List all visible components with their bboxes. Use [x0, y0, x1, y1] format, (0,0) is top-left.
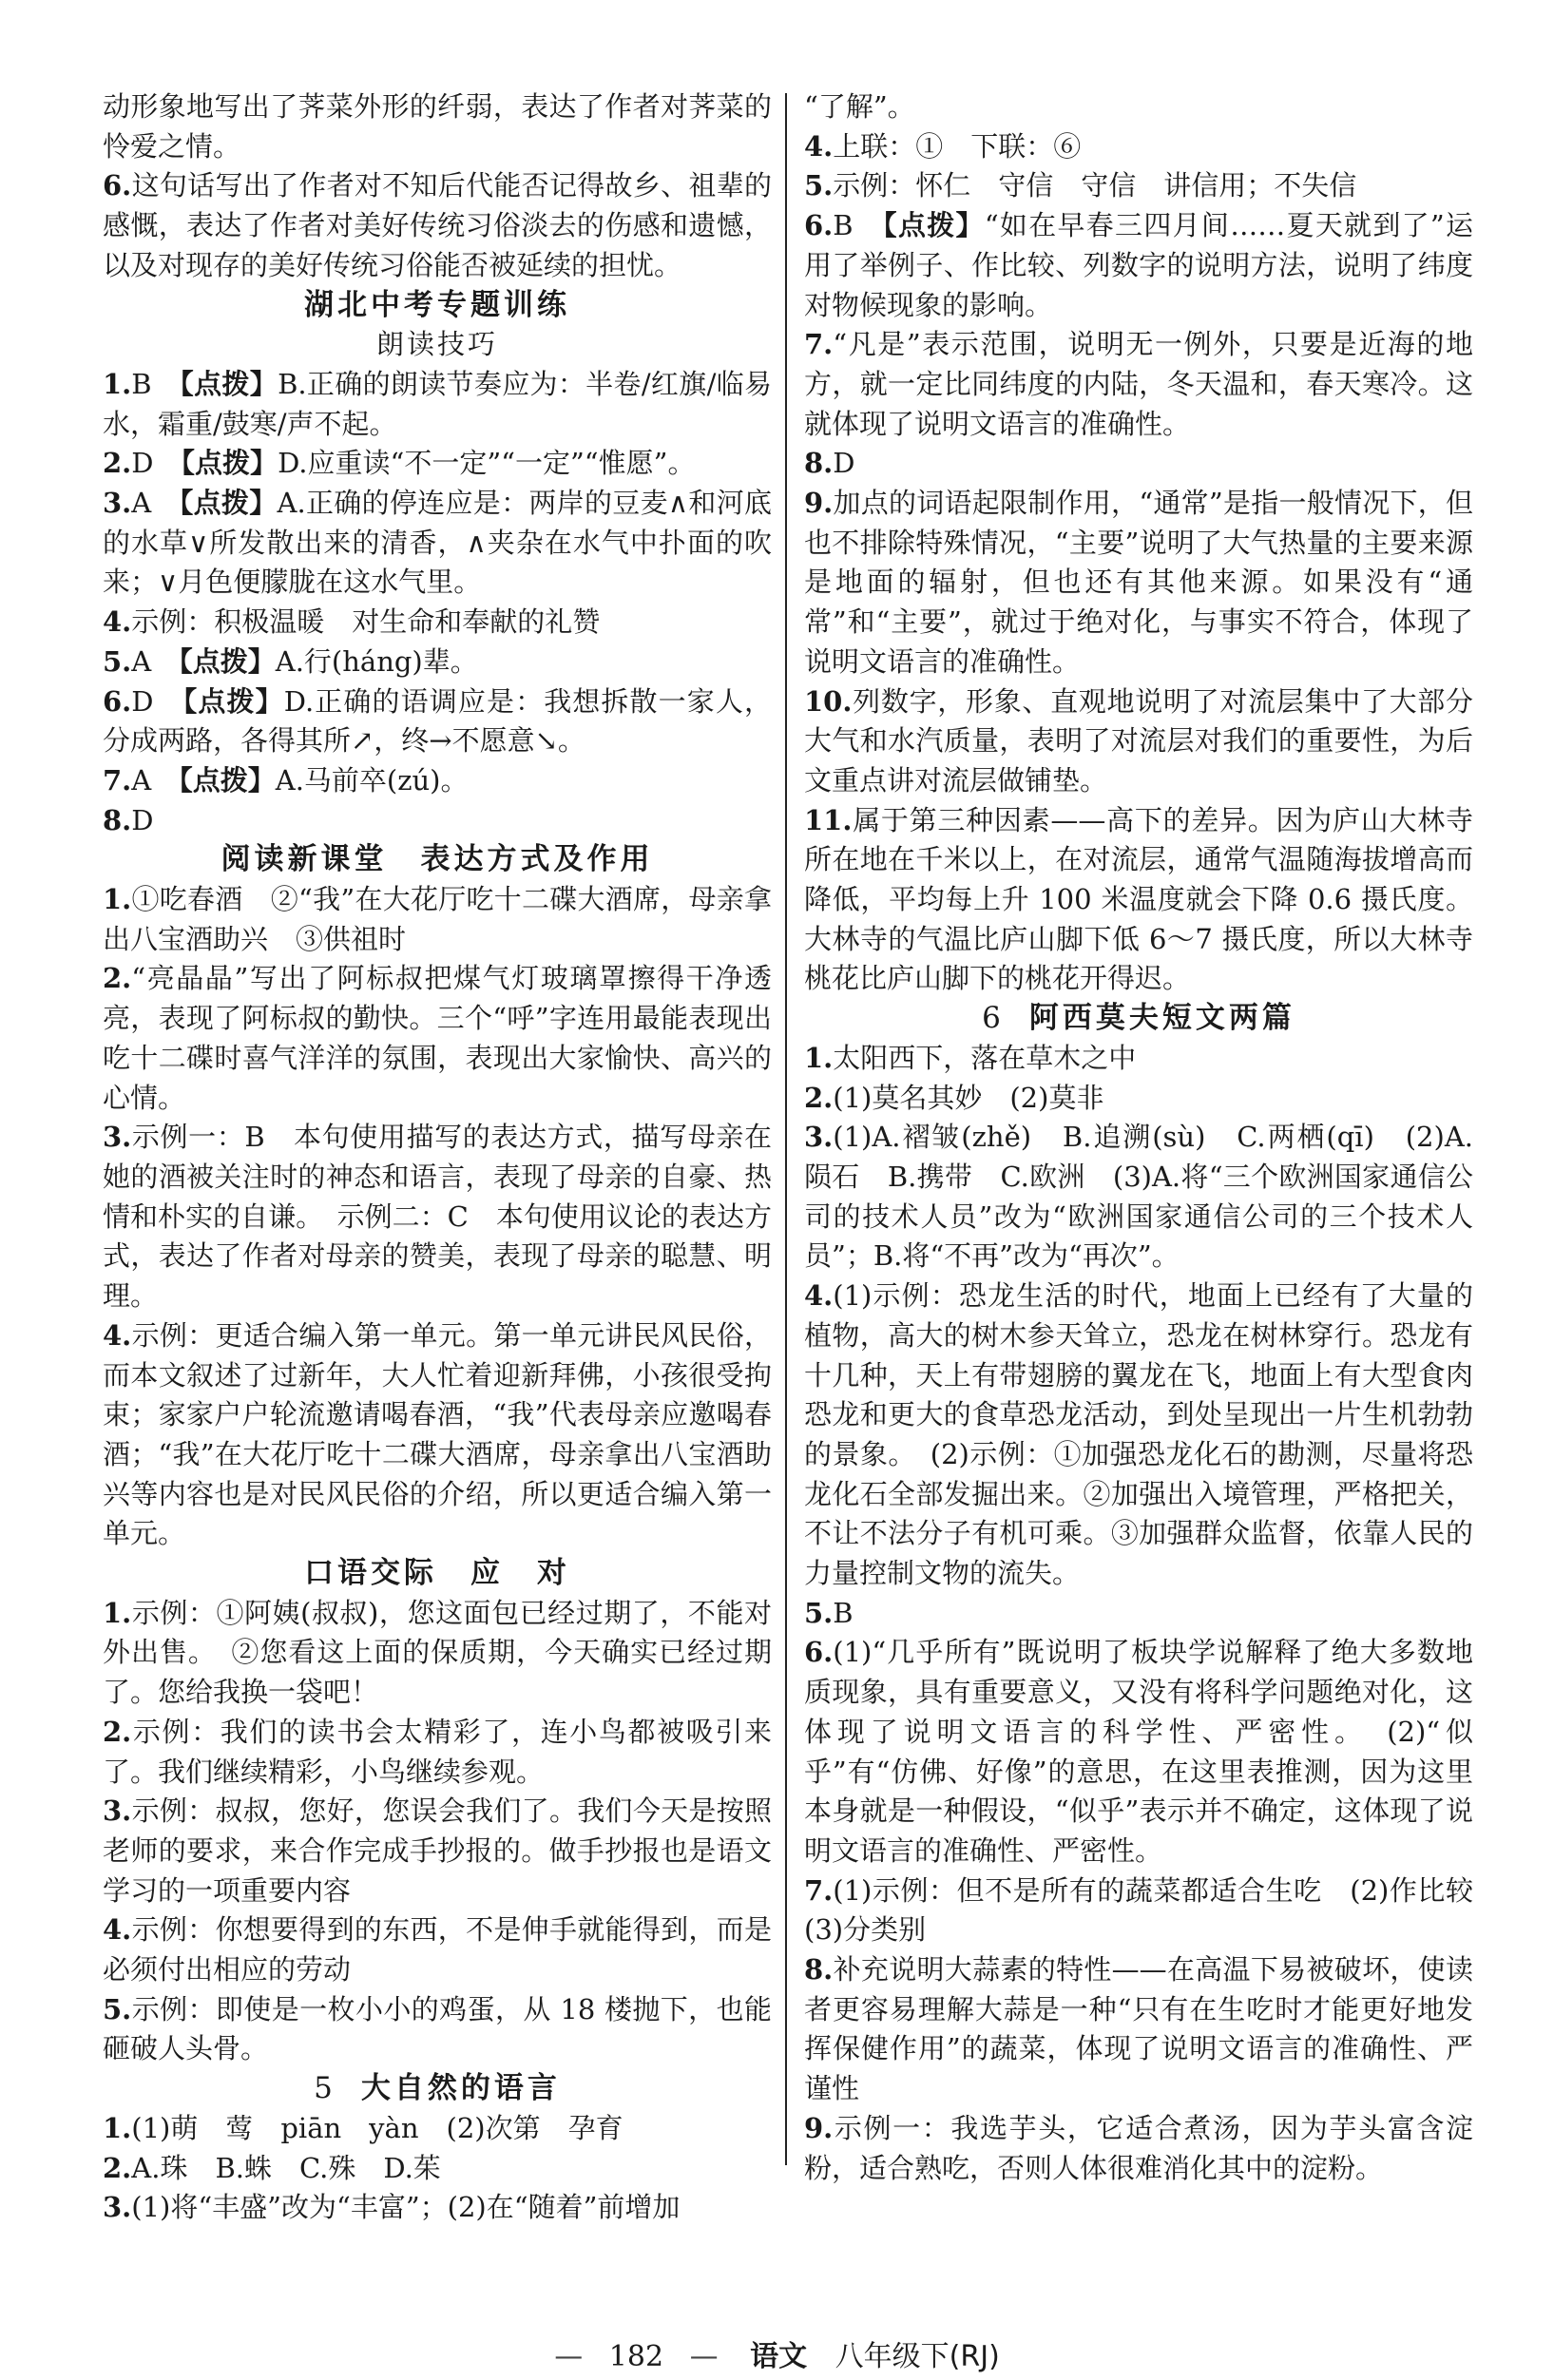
- item-number: 11.: [804, 803, 853, 836]
- answer-item: [103, 1118, 772, 1316]
- item-text: B: [833, 1596, 854, 1629]
- answer-item: [804, 682, 1473, 801]
- item-text: 上联：① 下联：⑥: [833, 129, 1082, 163]
- subject-label: 语文: [750, 2340, 808, 2373]
- answer-item: [804, 484, 1473, 682]
- item-number: 6.: [103, 169, 132, 202]
- hint-label: 【点拨】: [179, 763, 276, 797]
- answer-item: [804, 206, 1473, 325]
- item-number: 3.: [804, 1121, 834, 1154]
- item-text: (1)示例：但不是所有的蔬菜都适合生吃 (2)作比较 (3)分类别: [804, 1873, 1502, 1947]
- item-text: 这句话写出了作者对不知后代能否记得故乡、祖辈的感慨，表达了作者对美好传统习俗淡去的伤感和遗憾，以及对现存的美好传统习俗能否被延续的担忧。: [103, 169, 772, 281]
- item-number: 10.: [804, 684, 853, 718]
- item-text: “凡是”表示范围，说明无一例外，只要是近海的地方，就一定比同纬度的内陆，冬天温和，春天寒冷。这就体现了说明文语言的准确性。: [804, 328, 1473, 440]
- item-number: 1.: [103, 2111, 132, 2144]
- item-text: 加点的词语起限制作用，“通常”是指一般情况下，但也不排除特殊情况，“主要”说明了大气热量的主要来源是地面的辐射，但也还有其他来源。如果没有“通常”和“主要”，就过于绝对化，与事实不符合，体现了说明文语言的准确性。: [804, 487, 1473, 678]
- answer-item: [804, 1950, 1473, 2109]
- item-text: 示例：叔叔，您好，您误会我们了。我们今天是按照老师的要求，来合作完成手抄报的。做手抄报也是语文学习的一项重要内容: [103, 1795, 772, 1907]
- item-text: A.行(háng)辈。: [275, 644, 478, 678]
- answer-choice: A: [131, 644, 180, 678]
- answer-item: [103, 682, 772, 761]
- section-heading: 阅读新课堂 表达方式及作用: [221, 842, 654, 877]
- item-number: 9.: [804, 2111, 834, 2144]
- item-text: A.正确的停连应是：两岸的豆麦∧和河底的水草∨所发散出来的清香，∧夹杂在水气中扑面的吹来；∨月色便朦胧在这水气里。: [103, 487, 773, 599]
- item-text: (1)萌 莺 piān yàn (2)次第 孕育: [131, 2111, 624, 2144]
- answer-item: [804, 127, 1473, 167]
- item-number: 4.: [103, 1913, 132, 1947]
- item-text: D.应重读“不一定”“一定”“惟愿”。: [278, 447, 696, 480]
- item-text: 示例一：B 本句使用描写的表达方式，描写母亲在她的酒被关注时的神态和语言，表现了母亲的自豪、热情和朴实的自谦。 示例二：C 本句使用议论的表达方式，表达了作者对母亲的赞美，表现了母亲的聪慧、明理。: [103, 1121, 772, 1313]
- item-number: 6.: [804, 1636, 834, 1669]
- right-column: [804, 87, 1502, 2188]
- item-number: 3.: [103, 1795, 132, 1828]
- item-number: 3.: [103, 1121, 132, 1154]
- answer-item: [804, 325, 1473, 444]
- section-subheading: 朗读技巧: [375, 328, 498, 361]
- left-column: [103, 87, 772, 2228]
- answer-item: [103, 2109, 772, 2149]
- item-text: 列数字，形象、直观地说明了对流层集中了大部分大气和水汽质量，表明了对流层对我们的重要性，为后文重点讲对流层做铺垫。: [804, 684, 1473, 797]
- answer-item: [103, 1713, 772, 1792]
- answer-item: [103, 2188, 772, 2228]
- item-number: 6.: [103, 684, 132, 718]
- answer-item: [804, 1276, 1473, 1594]
- item-text: “亮晶晶”写出了阿标叔把煤气灯玻璃罩擦得干净透亮，表现了阿标叔的勤快。三个“呼”字连用最能表现出吃十二碟时喜气洋洋的氛围，表现出大家愉快、高兴的心情。: [103, 962, 772, 1114]
- item-number: 4.: [103, 605, 132, 639]
- answer-item: [804, 444, 1473, 484]
- answer-item: [103, 166, 772, 285]
- item-number: 5.: [103, 644, 132, 678]
- item-text: 示例：①阿姨(叔叔)，您这面包已经过期了，不能对外出售。 ②您看这上面的保质期，今天确实已经过期了。您给我换一袋吧！: [103, 1596, 772, 1709]
- answer-item: [103, 603, 772, 643]
- item-text: B.正确的朗读节奏应为：半卷/红旗/临易水，霜重/鼓寒/声不起。: [103, 367, 772, 440]
- item-number: 7.: [804, 328, 834, 361]
- answer-item: [804, 1594, 1473, 1634]
- answer-item: [804, 1079, 1473, 1119]
- item-number: 3.: [103, 487, 132, 520]
- answer-item: [103, 484, 772, 603]
- item-text: “了解”。: [804, 90, 915, 123]
- item-number: 4.: [804, 129, 834, 163]
- item-text: ①吃春酒 ②“我”在大花厅吃十二碟大酒席，母亲拿出八宝酒助兴 ③供祖时: [103, 883, 772, 955]
- item-text: 示例：即使是一枚小小的鸡蛋，从 18 楼抛下，也能砸破人头骨。: [103, 1992, 772, 2065]
- answer-item: [103, 959, 772, 1118]
- hint-label: 【点拨】: [181, 447, 278, 480]
- item-number: 2.: [103, 1715, 132, 1748]
- item-number: 5.: [804, 1596, 834, 1629]
- answer-item: [103, 880, 772, 959]
- answer-item: [103, 87, 772, 166]
- answer-item: [103, 1316, 772, 1554]
- lesson-title: 阿西莫夫短文两篇: [1028, 1001, 1295, 1036]
- item-number: 9.: [804, 487, 834, 520]
- lesson-heading: [804, 999, 1473, 1039]
- answer-choice: B: [833, 209, 884, 242]
- column-divider: [785, 93, 787, 2165]
- item-text: 示例：积极温暖 对生命和奉献的礼赞: [131, 605, 601, 639]
- answer-item: [103, 1910, 772, 1989]
- answer-item: [804, 1633, 1473, 1871]
- item-text: (1)A.褶皱(zhě) B.追溯(sù) C.两栖(qī) (2)A.陨石 B.携带 C.欧洲 (3)A.将“三个欧洲国家通信公司的技术人员”改为“欧洲国家通信公司的三个技术人员”；B.将“不再”改为“再次”。: [804, 1121, 1473, 1273]
- answer-item: [103, 1792, 772, 1910]
- answer-choice: A: [131, 487, 180, 520]
- item-text: D: [833, 447, 855, 480]
- section-heading: 湖北中考专题训练: [304, 287, 570, 322]
- item-number: 6.: [804, 209, 834, 242]
- answer-item: [804, 87, 1473, 127]
- item-text: 示例：你想要得到的东西，不是伸手就能得到，而是必须付出相应的劳动: [103, 1913, 772, 1987]
- lesson-number: 5: [314, 2071, 336, 2106]
- item-number: 7.: [804, 1873, 834, 1907]
- footer-dash-right: —: [689, 2340, 719, 2373]
- answer-item: [804, 1871, 1502, 1950]
- item-number: 8.: [804, 1953, 834, 1987]
- item-text: 示例：更适合编入第一单元。第一单元讲民风民俗，而本文叙述了过新年，大人忙着迎新拜佛，小孩很受拘束；家家户户轮流邀请喝春酒，“我”代表母亲应邀喝春酒；“我”在大花厅吃十二碟大酒席，母亲拿出八宝酒助兴等内容也是对民风民俗的介绍，所以更适合编入第一单元。: [103, 1318, 772, 1550]
- answer-choice: B: [131, 367, 181, 400]
- item-text: “如在早春三四月间……夏天就到了”运用了举例子、作比较、列数字的说明方法，说明了纬度对物候现象的影响。: [804, 209, 1473, 321]
- answer-choice: D: [131, 684, 183, 718]
- hint-label: 【点拨】: [179, 644, 276, 678]
- answer-item: [804, 1118, 1473, 1276]
- item-number: 2.: [103, 962, 132, 995]
- item-number: 1.: [804, 1041, 834, 1074]
- answer-item: [103, 761, 772, 801]
- answer-choice: A: [131, 763, 180, 797]
- item-number: 3.: [103, 2191, 132, 2224]
- item-number: 2.: [804, 1081, 834, 1114]
- item-text: (1)示例：恐龙生活的时代，地面上已经有了大量的植物，高大的树木参天耸立，恐龙在树林穿行。恐龙有十几种，天上有带翅膀的翼龙在飞，地面上有大型食肉恐龙和更大的食草恐龙活动，到处呈现出一片生机勃勃的景象。 (2)示例：①加强恐龙化石的勘测，尽量将恐龙化石全部发掘出来。②加强出入境管理，严格把关，不让不法分子有机可乘。③加强群众监督，依靠人民的力量控制文物的流失。: [804, 1279, 1473, 1590]
- hint-label: 【点拨】: [182, 684, 284, 718]
- hint-label: 【点拨】: [180, 367, 278, 400]
- item-number: 2.: [103, 447, 132, 480]
- item-text: 属于第三种因素——高下的差异。因为庐山大林寺所在地在千米以上，在对流层，通常气温随海拔增高而降低，平均每上升 100 米温度就会下降 0.6 摄氏度。大林寺的气温比庐山脚下低 6～7 摄氏度，所以大林寺桃花比庐山脚下的桃花开得迟。: [804, 803, 1473, 995]
- answer-item: [804, 801, 1473, 1000]
- answer-choice: D: [131, 447, 182, 480]
- item-text: 补充说明大蒜素的特性——在高温下易被破坏，使读者更容易理解大蒜是一种“只有在生吃时才能更好地发挥保健作用”的蔬菜，体现了说明文语言的准确性、严谨性: [804, 1953, 1473, 2105]
- answer-item: [804, 2109, 1473, 2188]
- lesson-number: 6: [982, 1001, 1005, 1036]
- hint-label: 【点拨】: [179, 487, 278, 520]
- item-number: 7.: [103, 763, 132, 797]
- item-number: 1.: [103, 883, 132, 916]
- answer-item: [804, 166, 1473, 206]
- footer-dash-left: —: [554, 2340, 584, 2373]
- answer-item: [103, 1594, 772, 1713]
- item-text: A.珠 B.蛛 C.殊 D.茱: [131, 2151, 441, 2184]
- item-number: 1.: [103, 1596, 132, 1629]
- answer-item: [103, 643, 772, 682]
- item-text: (1)将“丰盛”改为“丰富”；(2)在“随着”前增加: [131, 2191, 681, 2224]
- item-number: 2.: [103, 2151, 132, 2184]
- item-text: D: [131, 803, 154, 836]
- item-number: 1.: [103, 367, 132, 400]
- item-text: 动形象地写出了荠菜外形的纤弱，表达了作者对荠菜的怜爱之情。: [103, 90, 772, 163]
- item-text: 太阳西下，落在草木之中: [833, 1041, 1137, 1074]
- answer-item: [103, 1990, 772, 2069]
- item-number: 8.: [804, 447, 834, 480]
- answer-item: [103, 444, 772, 484]
- item-number: 5.: [103, 1992, 132, 2025]
- lesson-heading: [103, 2069, 772, 2109]
- item-text: D.正确的语调应是：我想拆散一家人，分成两路，各得其所↗，终→不愿意↘。: [103, 684, 772, 758]
- hint-label: 【点拨】: [883, 209, 985, 242]
- answer-item: [103, 2149, 772, 2189]
- lesson-title: 大自然的语言: [360, 2071, 561, 2106]
- answer-item: [103, 801, 772, 841]
- item-text: 示例：怀仁 守信 守信 讲信用；不失信: [833, 169, 1357, 202]
- item-number: 4.: [103, 1318, 132, 1352]
- item-text: (1)“几乎所有”既说明了板块学说解释了绝大多数地质现象，具有重要意义，又没有将科学问题绝对化，这体现了说明文语言的科学性、严密性。 (2)“似乎”有“仿佛、好像”的意思，在这里表推测，因为这里本身就是一种假设，“似乎”表示并不确定，这体现了说明文语言的准确性、严密性。: [804, 1636, 1473, 1867]
- item-text: A.马前卒(zú)。: [275, 763, 469, 797]
- item-text: (1)莫名其妙 (2)莫非: [833, 1081, 1104, 1114]
- item-text: 示例一：我选芋头，它适合煮汤，因为芋头富含淀粉，适合熟吃，否则人体很难消化其中的淀粉。: [804, 2111, 1473, 2184]
- item-number: 4.: [804, 1279, 834, 1313]
- answer-item: [103, 365, 772, 444]
- page-footer: [0, 2332, 1554, 2374]
- answer-item: [804, 1039, 1473, 1079]
- item-number: 5.: [804, 169, 834, 202]
- section-heading: 口语交际 应 对: [304, 1556, 570, 1591]
- grade-label: 八年级下(RJ): [835, 2340, 1000, 2373]
- item-number: 8.: [103, 803, 132, 836]
- page-number: 182: [608, 2340, 664, 2373]
- item-text: 示例：我们的读书会太精彩了，连小鸟都被吸引来了。我们继续精彩，小鸟继续参观。: [103, 1715, 772, 1788]
